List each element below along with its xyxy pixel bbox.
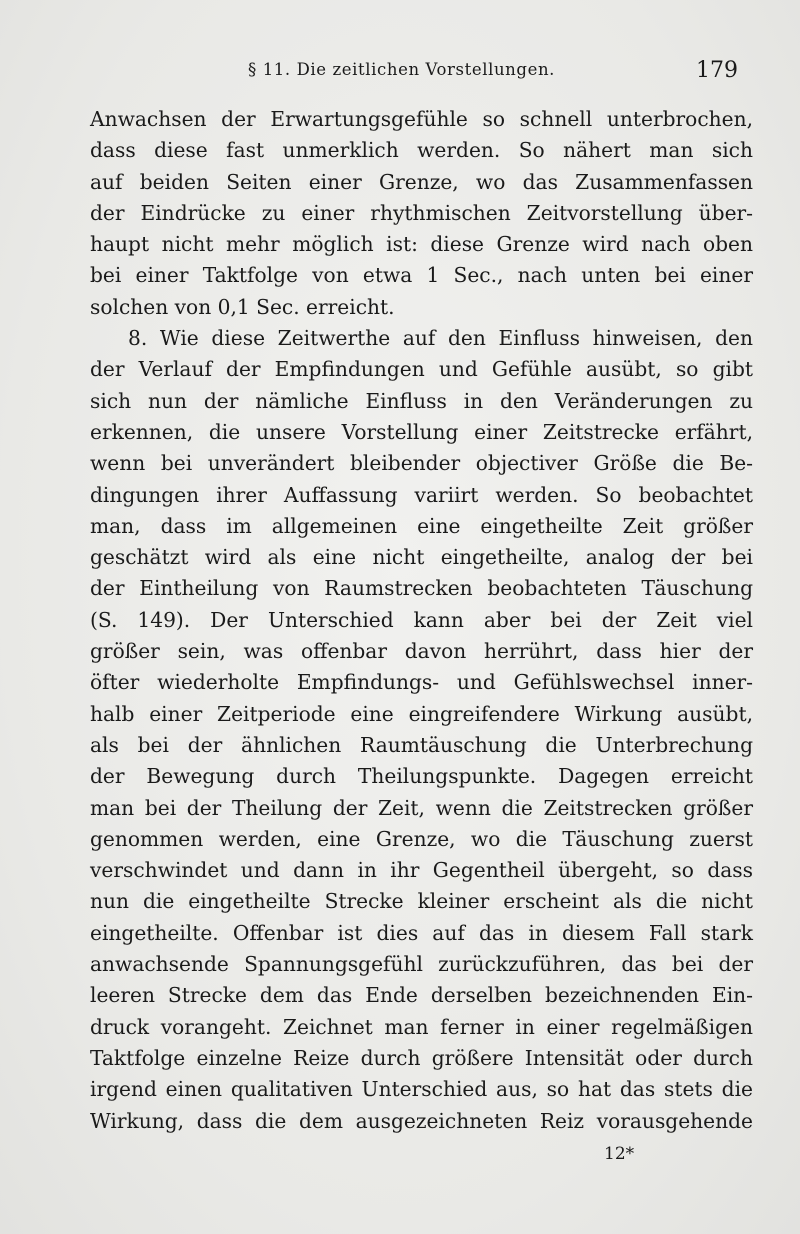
text-line: anwachsende Spannungsgefühl zurückzuführen, das bei der xyxy=(90,952,753,977)
text-line: größer sein, was offenbar davon herrührt, dass hier der xyxy=(90,639,753,664)
body-text xyxy=(90,104,753,1137)
text-line: leeren Strecke dem das Ende derselben bezeichnenden Ein- xyxy=(90,983,753,1008)
text-line: Wirkung, dass die dem ausgezeichneten Reiz vorausgehende xyxy=(90,1108,753,1133)
paragraph-start-line: 8. Wie diese Zeitwerthe auf den Einfluss hinweisen, den xyxy=(128,326,753,351)
text-line: genommen werden, eine Grenze, wo die Täuschung zuerst xyxy=(90,826,753,851)
page-number: 179 xyxy=(696,58,738,83)
text-line: solchen von 0,1 Sec. erreicht. xyxy=(90,294,395,319)
text-line: der Bewegung durch Theilungspunkte. Dagegen erreicht xyxy=(90,764,753,789)
text-line: halb einer Zeitperiode eine eingreifendere Wirkung ausübt, xyxy=(90,701,753,726)
text-line: erkennen, die unsere Vorstellung einer Zeitstrecke erfährt, xyxy=(90,419,753,444)
running-head xyxy=(90,58,738,88)
text-line: man, dass im allgemeinen eine eingetheilte Zeit größer xyxy=(90,513,753,538)
signature-mark: 12* xyxy=(604,1144,635,1164)
text-line: geschätzt wird als eine nicht eingetheilte, analog der bei xyxy=(90,545,753,570)
text-line: sich nun der nämliche Einfluss in den Veränderungen zu xyxy=(90,388,753,413)
text-line: der Eindrücke zu einer rhythmischen Zeitvorstellung über- xyxy=(90,200,753,225)
section-title: § 11. Die zeitlichen Vorstellungen. xyxy=(248,60,556,79)
text-line: man bei der Theilung der Zeit, wenn die Zeitstrecken größer xyxy=(90,795,753,820)
text-line: der Eintheilung von Raumstrecken beobachteten Täuschung xyxy=(90,576,753,601)
text-line: Anwachsen der Erwartungsgefühle so schnell unterbrochen, xyxy=(90,107,753,131)
text-line: wenn bei unverändert bleibender objectiver Größe die Be- xyxy=(90,451,753,476)
text-line: bei einer Taktfolge von etwa 1 Sec., nach unten bei einer xyxy=(90,263,753,288)
text-line: dingungen ihrer Auffassung variirt werden. So beobachtet xyxy=(90,482,753,507)
text-line: nun die eingetheilte Strecke kleiner erscheint als die nicht xyxy=(90,889,753,914)
text-line: verschwindet und dann in ihr Gegentheil übergeht, so dass xyxy=(90,858,753,883)
text-line: der Verlauf der Empfindungen und Gefühle ausübt, so gibt xyxy=(90,357,753,382)
text-line: dass diese fast unmerklich werden. So nähert man sich xyxy=(90,138,753,163)
text-line: (S. 149). Der Unterschied kann aber bei der Zeit viel xyxy=(90,607,753,632)
text-line: irgend einen qualitativen Unterschied aus, so hat das stets die xyxy=(90,1077,753,1102)
text-line: öfter wiederholte Empfindungs- und Gefühlswechsel inner- xyxy=(90,670,753,695)
text-line: auf beiden Seiten einer Grenze, wo das Zusammenfassen xyxy=(90,169,753,194)
text-line: druck vorangeht. Zeichnet man ferner in einer regelmäßigen xyxy=(90,1014,753,1039)
text-line: haupt nicht mehr möglich ist: diese Grenze wird nach oben xyxy=(90,232,753,257)
text-line: als bei der ähnlichen Raumtäuschung die Unterbrechung xyxy=(90,732,753,757)
text-line: eingetheilte. Offenbar ist dies auf das in diesem Fall stark xyxy=(90,920,753,945)
text-line: Taktfolge einzelne Reize durch größere Intensität oder durch xyxy=(90,1045,753,1070)
